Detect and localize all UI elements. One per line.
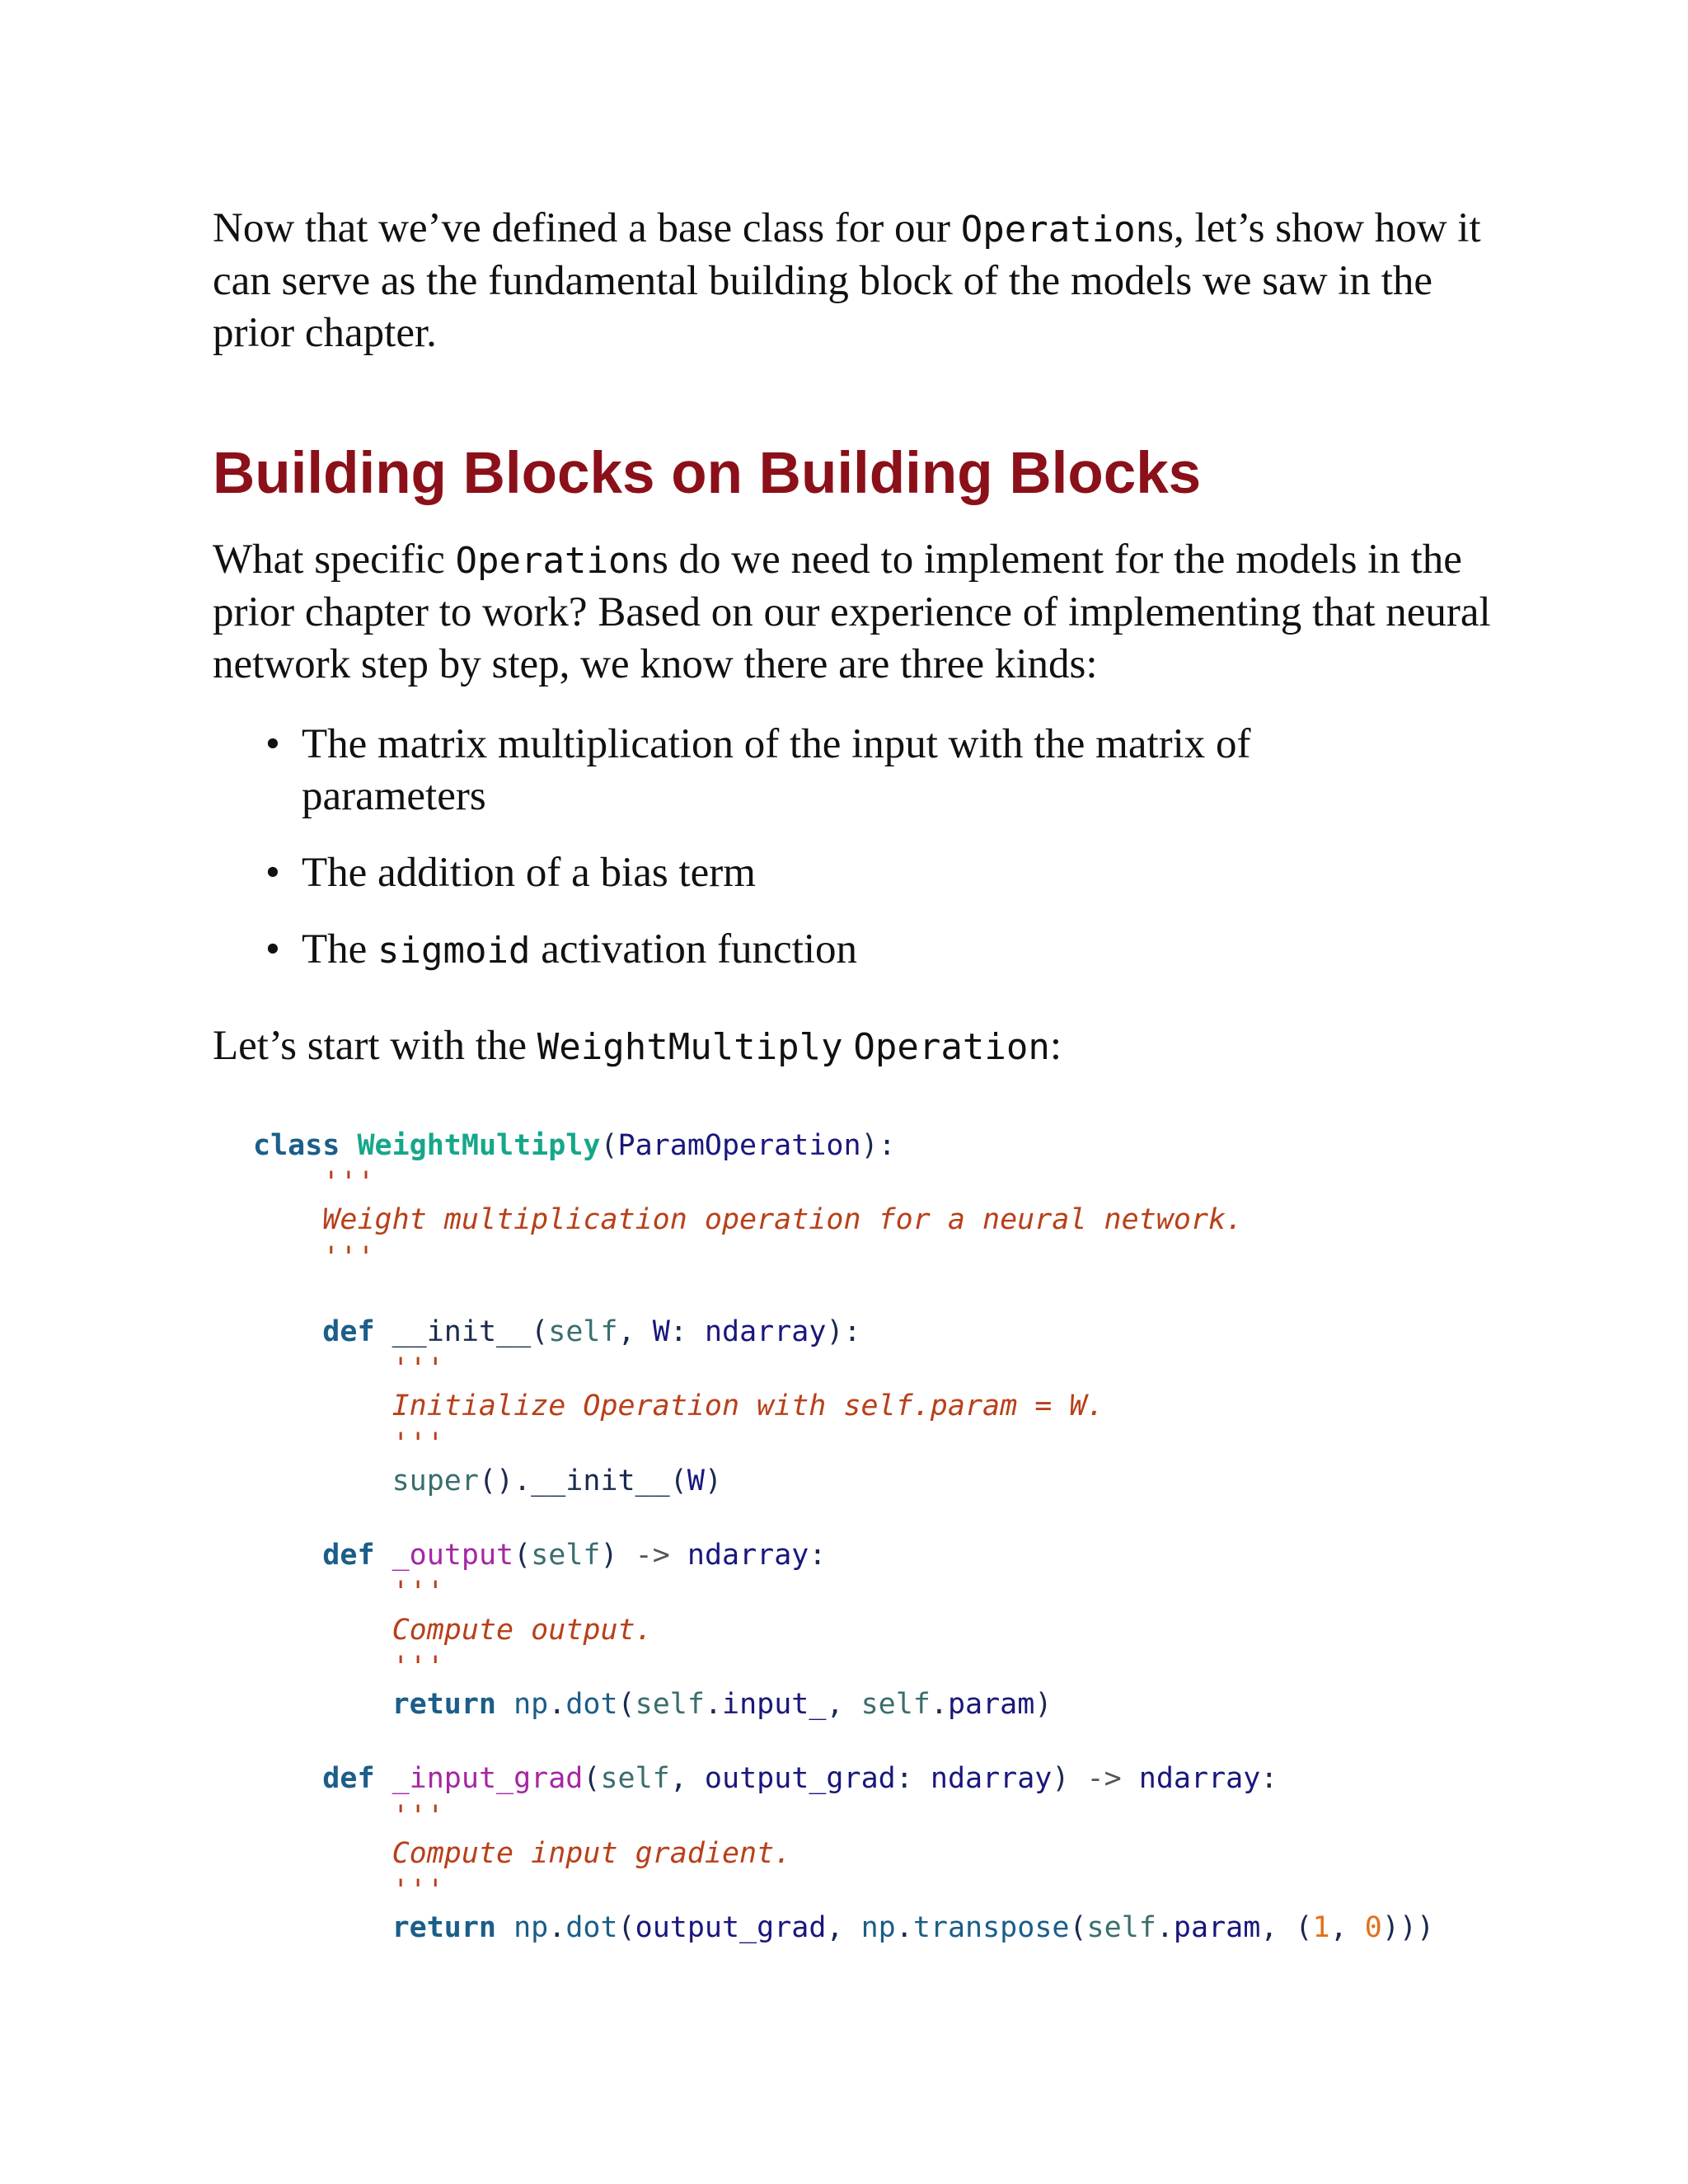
inline-code-operation-2: Operation — [455, 540, 652, 582]
bullet-icon: • — [265, 721, 280, 767]
operations-list — [265, 719, 1373, 977]
code-block — [253, 1127, 1434, 1947]
list-item-text: The addition of a bias term — [302, 850, 756, 896]
code-line: def _input_grad(self, output_grad: ndarray) -> ndarray: — [322, 1762, 1278, 1796]
code-line: ''' — [392, 1576, 444, 1610]
code-line: super().__init__(W) — [392, 1464, 722, 1497]
inline-code-sigmoid: sigmoid — [377, 930, 531, 972]
bullet-icon: • — [265, 926, 280, 972]
code-line: ''' — [392, 1799, 444, 1833]
lead-text: Let’s start with the — [213, 1023, 537, 1069]
inline-code-weightmultiply: WeightMultiply — [537, 1026, 843, 1068]
code-line: ''' — [392, 1874, 444, 1908]
code-line: def _output(self) -> ndarray: — [322, 1539, 827, 1572]
bullet-icon: • — [265, 850, 280, 896]
inline-code-operation: Operation — [960, 209, 1158, 251]
code-line: class WeightMultiply(ParamOperation): — [253, 1129, 896, 1162]
intro-text-start: Now that we’ve defined a base class for our — [213, 205, 961, 251]
lead-paragraph — [213, 1020, 1498, 1073]
intro-paragraph — [213, 203, 1498, 359]
inline-code-operation-3: Operation — [853, 1026, 1050, 1068]
question-paragraph — [213, 534, 1498, 691]
list-item — [265, 924, 1373, 977]
code-line: ''' — [322, 1166, 375, 1200]
lead-colon: : — [1049, 1023, 1062, 1069]
code-line: ''' — [392, 1352, 444, 1386]
code-line: return np.dot(self.input_, self.param) — [392, 1688, 1053, 1722]
code-line: return np.dot(output_grad, np.transpose(self.param, (1, 0))) — [392, 1911, 1435, 1945]
code-line: ''' — [322, 1240, 375, 1274]
list-item-text: The matrix multiplication of the input with the matrix of parameters — [302, 721, 1251, 819]
code-line: def __init__(self, W: ndarray): — [322, 1315, 861, 1349]
code-line: Initialize Operation with self.param = W. — [392, 1390, 1104, 1423]
question-text-start: What specific — [213, 537, 456, 583]
code-line: Weight multiplication operation for a neural network. — [322, 1203, 1244, 1237]
list-item-text: activation function — [530, 926, 858, 972]
section-heading: Building Blocks on Building Blocks — [213, 441, 1202, 506]
intro-text-end: s, let’s show how it can serve as the fundamental building block of the models we saw in the prior chapter. — [213, 205, 1481, 356]
code-line: Compute input gradient. — [392, 1836, 792, 1870]
code-line: ''' — [392, 1650, 444, 1684]
list-item — [265, 719, 1373, 823]
list-item-text: The — [302, 926, 378, 972]
code-line: ''' — [392, 1427, 444, 1460]
question-text-end: s do we need to implement for the models in the prior chapter to work? Based on our experience of implementing that neural network step by step, we know there are three kinds: — [213, 537, 1491, 687]
list-item — [265, 847, 1373, 899]
code-line: Compute output. — [392, 1613, 653, 1647]
